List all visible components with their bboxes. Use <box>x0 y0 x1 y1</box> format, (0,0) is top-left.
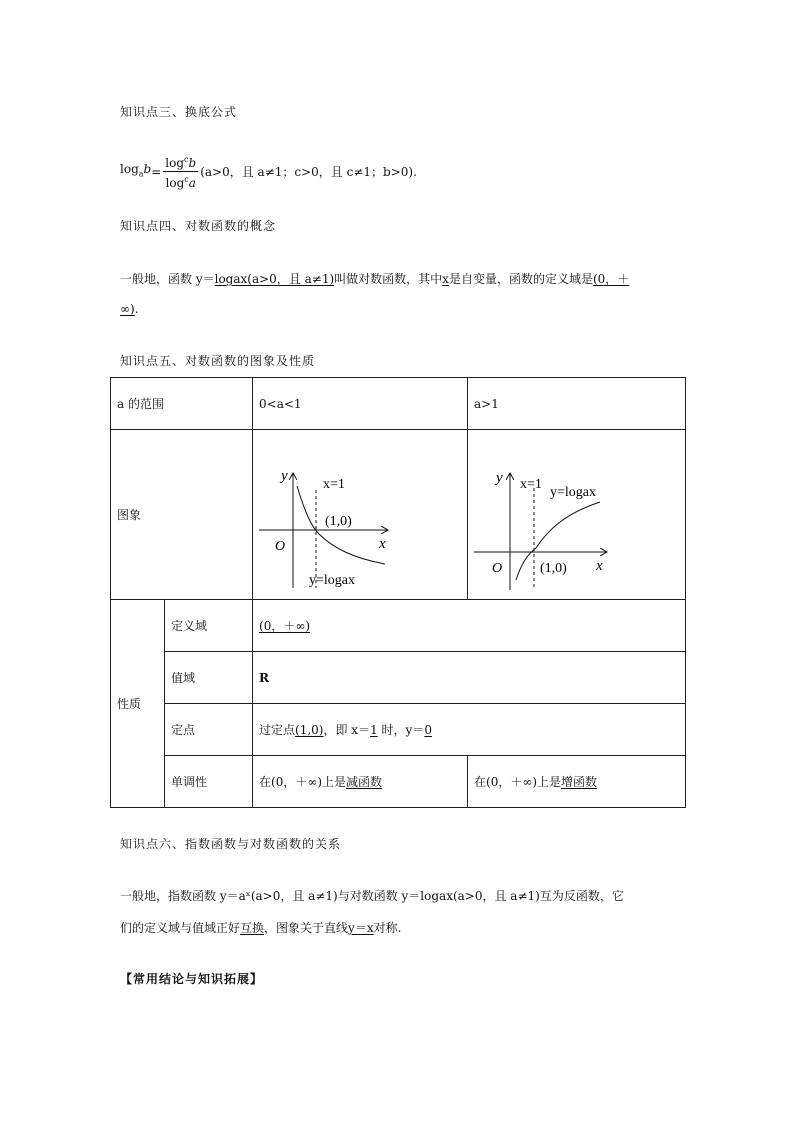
text-span: . <box>134 302 139 316</box>
section5-heading: 知识点五、对数函数的图象及性质 <box>120 354 316 368</box>
graph1-origin-label: O <box>275 539 286 554</box>
graph2-x-label: x <box>596 558 603 574</box>
table-row <box>111 600 686 652</box>
graph2-fn-label: y=logax <box>550 485 597 500</box>
num-sup: c <box>184 155 189 164</box>
graph-decreasing-log <box>253 430 467 596</box>
cell-mono-value1 <box>253 756 468 808</box>
lhs-log: log <box>120 161 139 176</box>
underlined-answer: 互换 <box>240 921 265 935</box>
cell-graph1 <box>253 430 468 600</box>
table-row <box>111 378 686 430</box>
cell-range-value: R <box>253 652 686 704</box>
den-arg: a <box>188 176 196 190</box>
graph1-y-label: y <box>281 468 288 484</box>
formula-lhs <box>120 160 151 183</box>
text-span: ，即 x＝ <box>323 723 371 737</box>
underlined-answer: 减函数 <box>346 775 383 789</box>
section3-heading: 知识点三、换底公式 <box>120 105 238 119</box>
underlined-answer: 1 <box>370 723 378 737</box>
num-arg: b <box>188 156 197 170</box>
graph-increasing-log <box>468 430 684 596</box>
cell-domain-value <box>253 600 686 652</box>
domain-value: (0，＋∞) <box>259 619 311 633</box>
cell-mono-label: 单调性 <box>165 756 253 808</box>
table-row <box>111 704 686 756</box>
underlined-answer: x <box>442 272 449 286</box>
num-log: log <box>165 156 185 170</box>
cell-fixed-value <box>253 704 686 756</box>
section6-paragraph-line2 <box>120 919 401 937</box>
lhs-base: a <box>138 169 144 179</box>
underlined-answer: 0 <box>424 723 432 737</box>
cell-col1-header: 0<a<1 <box>253 378 468 430</box>
graph2-x1-label: x=1 <box>520 477 542 492</box>
text-span: 们的定义域与值域正好 <box>120 921 241 935</box>
cell-mono-value2 <box>468 756 686 808</box>
formula-fraction <box>163 152 198 191</box>
underlined-answer: (0，＋ <box>592 272 630 286</box>
text-span: 是自变量，函数的定义域是 <box>448 272 593 286</box>
den-log: log <box>165 176 185 190</box>
cell-properties-label: 性质 <box>111 600 165 808</box>
section7-heading: 【常用结论与知识拓展】 <box>120 972 264 986</box>
underlined-answer: y＝x <box>348 921 374 935</box>
graph1-point-label: (1,0) <box>325 514 352 529</box>
underlined-answer: logax(a>0，且 a≠1) <box>214 272 335 286</box>
text-span: 一般地，函数 y＝ <box>120 272 215 286</box>
text-span: 叫做对数函数，其中 <box>334 272 443 286</box>
cell-range-label: a 的范围 <box>111 378 253 430</box>
graph2-point-label: (1,0) <box>540 561 567 576</box>
text-span: 对称. <box>373 921 402 935</box>
formula-conditions: (a>0，且 a≠1；c>0，且 c≠1；b>0). <box>200 164 417 179</box>
cell-graph-label: 图象 <box>111 430 253 600</box>
underlined-answer: ∞) <box>120 302 135 316</box>
cell-graph2 <box>468 430 686 600</box>
cell-domain-label: 定义域 <box>165 600 253 652</box>
change-of-base-formula <box>120 152 417 191</box>
section4-heading: 知识点四、对数函数的概念 <box>120 219 277 233</box>
table-row <box>111 756 686 808</box>
section6-heading: 知识点六、指数函数与对数函数的关系 <box>120 837 342 851</box>
fraction-numerator <box>163 152 198 172</box>
fraction-denominator <box>164 172 198 191</box>
table-row <box>111 652 686 704</box>
underlined-answer: 增函数 <box>561 775 598 789</box>
text-span: 时，y＝ <box>377 723 425 737</box>
text-span: 过定点 <box>259 723 296 737</box>
section4-paragraph-line2 <box>120 300 139 318</box>
graph1-x-label: x <box>379 536 386 552</box>
cell-col2-header: a>1 <box>468 378 686 430</box>
text-span: ，图象关于直线 <box>264 921 349 935</box>
lhs-arg: b <box>143 161 152 176</box>
graph2-y-label: y <box>496 470 503 486</box>
graph1-x1-label: x=1 <box>323 477 345 492</box>
formula-equals: = <box>151 164 162 179</box>
cell-range-label2: 值域 <box>165 652 253 704</box>
den-sup: c <box>184 175 189 184</box>
graph2-origin-label: O <box>492 561 503 576</box>
section6-paragraph-line1: 一般地，指数函数 y＝aˣ(a>0，且 a≠1)与对数函数 y＝logax(a>0，且 a≠1)互为反函数，它 <box>120 889 624 903</box>
properties-table <box>110 377 686 808</box>
underlined-answer: (1,0) <box>295 723 324 737</box>
text-span: 在(0，＋∞)上是 <box>259 775 347 789</box>
table-row <box>111 430 686 600</box>
text-span: 在(0，＋∞)上是 <box>474 775 562 789</box>
cell-fixed-label: 定点 <box>165 704 253 756</box>
graph1-fn-label: y=logax <box>309 573 356 588</box>
section4-paragraph-line1 <box>120 270 629 288</box>
